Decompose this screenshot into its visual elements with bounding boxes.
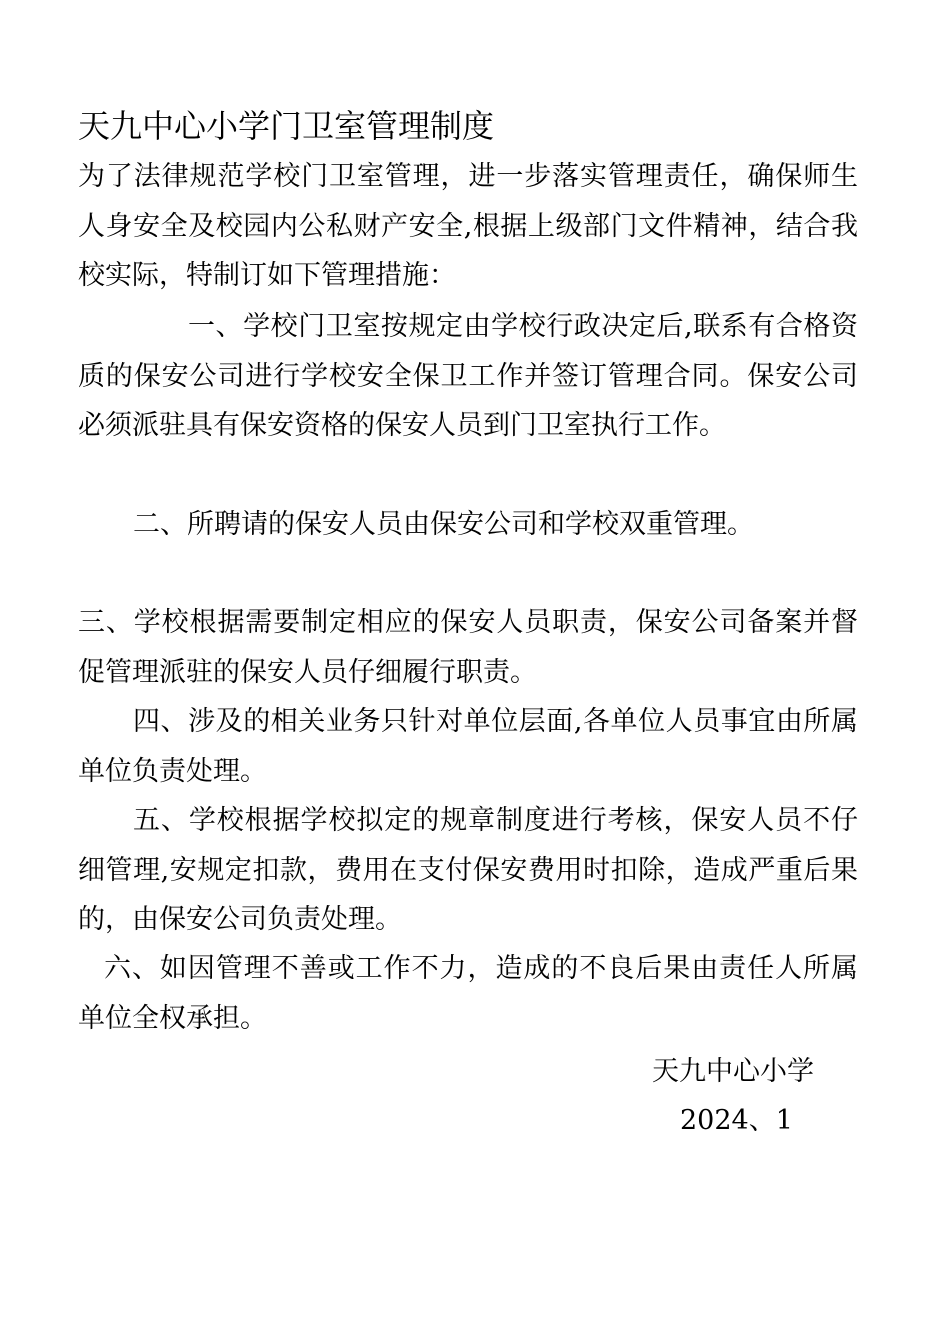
clause-5: 五、学校根据学校拟定的规章制度进行考核，保安人员不仔细管理,安规定扣款，费用在支付保安费用时扣除，造成严重后果的，由保安公司负责处理。 xyxy=(78,805,858,935)
document-title: 天九中心小学门卫室管理制度 xyxy=(78,107,495,145)
clause-2: 二、所聘请的保安人员由保安公司和学校双重管理。 xyxy=(133,509,754,540)
clause-3: 三、学校根据需要制定相应的保安人员职责，保安公司备案并督促管理派驻的保安人员仔细履行职责。 xyxy=(78,607,858,688)
clause-1: 一、学校门卫室按规定由学校行政决定后,联系有合格资质的保安公司进行学校安全保卫工作并签订管理合同。保安公司必须派驻具有保安资格的保安人员到门卫室执行工作。 xyxy=(78,311,858,441)
clause-4: 四、涉及的相关业务只针对单位层面,各单位人员事宜由所属单位负责处理。 xyxy=(78,706,858,787)
clause-6: 六、如因管理不善或工作不力，造成的不良后果由责任人所属单位全权承担。 xyxy=(78,953,858,1034)
signature-issuer: 天九中心小学 xyxy=(652,1056,814,1087)
intro-paragraph: 为了法律规范学校门卫室管理，进一步落实管理责任，确保师生人身安全及校园内公私财产安全,根据上级部门文件精神，结合我校实际，特制订如下管理措施： xyxy=(78,161,858,291)
signature-date: 2024、1 xyxy=(680,1105,793,1136)
